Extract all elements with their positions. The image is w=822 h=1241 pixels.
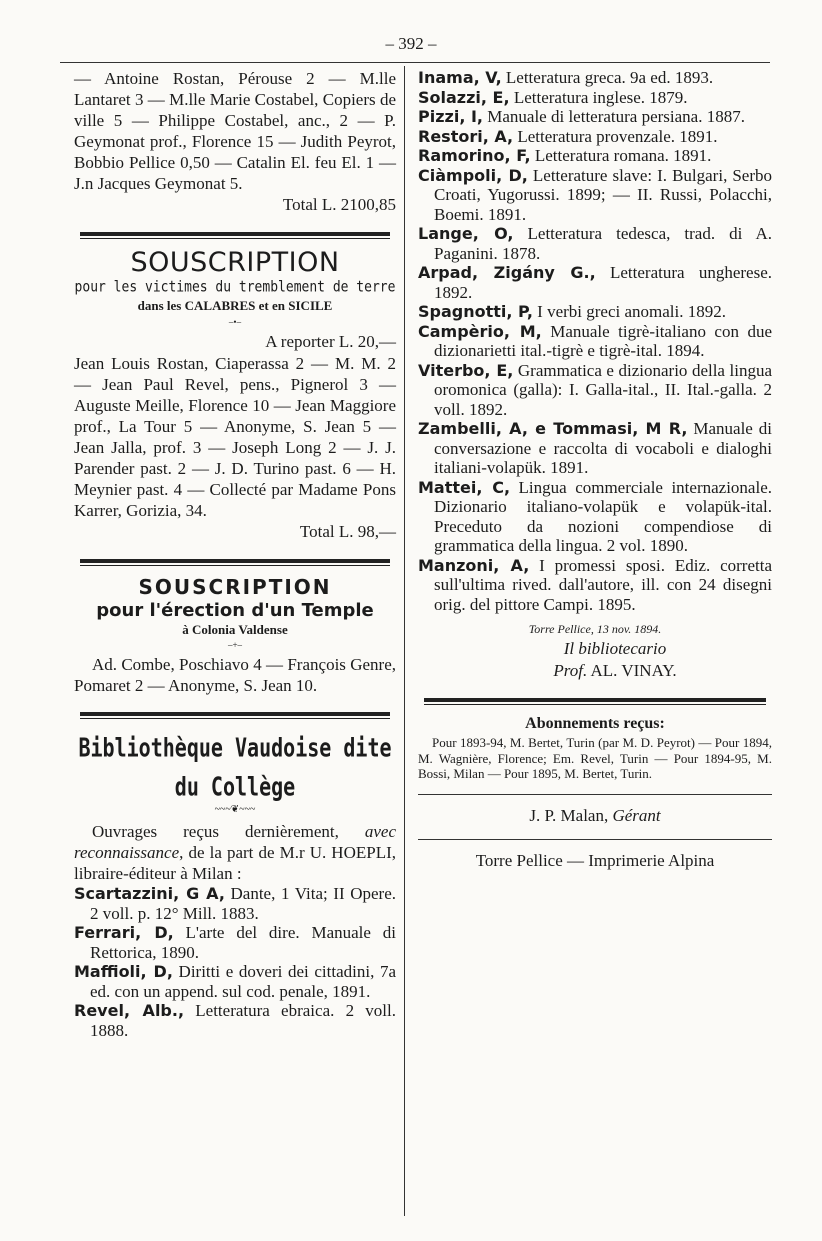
book-description: Letteratura greca. 9a ed. 1893. <box>501 68 714 87</box>
page-number: – 392 – <box>385 34 437 53</box>
flourish-ornament: ~~~❦~~~ <box>214 804 256 815</box>
book-author: Spagnotti, P, <box>418 302 533 321</box>
book-author: Ramorino, F, <box>418 146 531 165</box>
section-rule <box>80 559 390 566</box>
book-description: Dante, 1 Vita; II Opere. 2 voll. p. 12° Mill. 1883. <box>90 884 396 923</box>
signoff-place: Torre Pellice, 13 nov. 1894. <box>528 622 662 636</box>
book-entry <box>74 884 396 923</box>
donor-list: Jean Louis Rostan, Ciaperassa 2 — M. M. 2 — Jean Paul Revel, pens., Pignerol 3 — Auguste Meille, Florence 10 — Jean Maggiore prof., La Tour 5 — Anonyme, S. Jean 5 — Jean Jalla, prof. 3 — Joseph Long 2 — J. J. Parender past. 2 — J. D. Turino past. 6 — H. Meynier past. 4 — Collecté par Madame Pons Karrer, Gorizia, 34. <box>74 354 396 520</box>
souscription-calabres <box>74 247 396 543</box>
section-rule <box>80 232 390 239</box>
opening-total: Total L. 2100,85 <box>282 195 396 214</box>
book-entry <box>418 127 772 147</box>
book-author: Maffioli, D, <box>74 962 173 981</box>
bibliotheque-section <box>74 731 397 1040</box>
abonnements-title: Abonnements reçus: <box>525 715 665 732</box>
book-entry <box>418 88 772 108</box>
book-author: Viterbo, E, <box>418 360 514 380</box>
section-subtitle: pour les victimes du tremblement de terre <box>74 278 396 297</box>
section-subtitle-place: à Colonia Valdense <box>182 622 288 637</box>
book-entry <box>418 478 772 556</box>
bibliotheque-intro: Ouvrages reçus dernièrement, avec reconnaissance, de la part de M.r U. HOEPLI, libraire-éditeur à Milan : <box>74 822 396 883</box>
book-description: Diritti e doveri dei cittadini, 7a ed. con un append. sul cod. penale, 1891. <box>90 962 396 1001</box>
book-description: Letteratura inglese. 1879. <box>509 87 688 107</box>
book-list <box>418 68 772 614</box>
book-description: Letteratura tedesca, trad. di A. Paganini. 1878. <box>434 224 772 263</box>
book-description: Letteratura ungherese. 1892. <box>434 263 772 302</box>
footer-rule <box>418 839 772 840</box>
book-entry <box>418 166 772 225</box>
section-title: SOUSCRIPTION <box>130 247 340 278</box>
book-description: I verbi greci anomali. 1892. <box>532 302 726 321</box>
book-author: Solazzi, E, <box>418 87 510 107</box>
book-author: Campèrio, M, <box>418 321 542 341</box>
book-entry <box>418 224 772 263</box>
book-author: Restori, A, <box>418 126 514 146</box>
book-description: Manuale di conversazione e raccolta di vocaboli e dialoghi italiani-volapük. 1891. <box>434 419 772 477</box>
carry-forward: A reporter L. 20,— <box>265 332 396 351</box>
footer-rule <box>418 794 772 795</box>
top-rule <box>60 62 770 63</box>
book-entry <box>418 107 772 127</box>
book-author: Inama, V, <box>418 68 502 87</box>
section-total: Total L. 98,— <box>299 522 396 541</box>
book-entry <box>418 68 772 88</box>
book-description: Letteratura provenzale. 1891. <box>513 126 718 146</box>
book-entry <box>418 361 772 420</box>
ornament: –•– <box>228 317 242 327</box>
left-column <box>74 68 396 1040</box>
right-column <box>418 68 772 872</box>
book-entry <box>74 962 396 1001</box>
ornament: –+– <box>227 640 243 650</box>
book-description: Letteratura ebraica. 2 voll. 1888. <box>90 1001 397 1040</box>
book-author: Ferrari, D, <box>74 923 174 942</box>
printer-line: Torre Pellice — Imprimerie Alpina <box>475 850 715 870</box>
signoff-name: Prof. AL. VINAY. <box>553 661 677 680</box>
abonnements-body: Pour 1893-94, M. Bertet, Turin (par M. D. Peyrot) — Pour 1894, M. Wagnière, Florence; Em. Revel, Turin — Pour 1894-95, M. Bossi, Milan — Pour 1895, M. Bertet, Turin. <box>418 735 772 781</box>
book-entry <box>418 146 772 166</box>
book-description: Grammatica e dizionario della lingua oromonica (galla): I. Galla-ital., II. Ital.-galla. 2 voll. 1892. <box>434 360 772 419</box>
book-entry <box>418 302 772 322</box>
donor-list: Ad. Combe, Poschiavo 4 — François Genre, Pomaret 2 — Anonyme, S. Jean 10. <box>74 655 396 695</box>
book-author: Lange, O, <box>418 224 514 243</box>
book-entry <box>418 322 772 361</box>
book-description: Letteratura romana. 1891. <box>530 146 712 165</box>
book-author: Revel, Alb., <box>74 1001 185 1020</box>
book-description: Manuale tigrè-italiano con due dizionarietti ital.-tigrè e tigrè-ital. 1894. <box>434 321 772 360</box>
book-description: Letterature slave: I. Bulgari, Serbo Croati, Yugorussi. 1899; — II. Russi, Polacchi, Boemi. 1891. <box>434 165 772 224</box>
book-description: Manuale di letteratura persiana. 1887. <box>483 107 745 126</box>
book-author: Pizzi, I, <box>418 107 483 126</box>
book-description: L'arte del dire. Manuale di Rettorica, 1890. <box>90 923 397 962</box>
book-author: Scartazzini, G A, <box>74 884 225 903</box>
signoff-role: Il bibliotecario <box>563 639 667 658</box>
book-entry <box>74 923 396 962</box>
section-subtitle-place: dans les CALABRES et en SICILE <box>137 298 333 313</box>
book-entry <box>418 263 772 302</box>
book-author: Ciàmpoli, D, <box>418 165 528 185</box>
book-author: Mattei, C, <box>418 477 511 497</box>
book-entry <box>74 1001 396 1040</box>
section-subtitle: pour l'érection d'un Temple <box>96 600 374 621</box>
opening-paragraph: — Antoine Rostan, Pérouse 2 — M.lle Lantaret 3 — M.lle Marie Costabel, Copiers de ville 5 — Philippe Costabel, anc., 2 — P. Geymonat prof., Florence 15 — Judith Peyrot, Bobbio Pellice 0,50 — Catalin El. feu El. 1 — J.n Jacques Geymonat 5. <box>74 69 396 193</box>
gerant-line: J. P. Malan, Gérant <box>529 805 661 825</box>
book-author: Manzoni, A, <box>418 555 530 575</box>
book-description: Lingua commerciale internazionale. Dizionario italiano-volapük e volapük-ital. Preceduto da nozioni compendiose di grammatica della lingua. 2 vol. 1890. <box>434 477 772 555</box>
book-list <box>74 884 396 1040</box>
section-rule <box>80 712 390 719</box>
book-author: Zambelli, A, e Tommasi, M R, <box>418 419 688 438</box>
souscription-temple <box>74 574 396 696</box>
book-author: Arpad, Zigány G., <box>418 263 596 282</box>
section-rule <box>424 698 766 705</box>
column-divider <box>404 66 405 1216</box>
book-description: I promessi sposi. Ediz. corretta sull'ultima rived. dall'autore, ill. con 24 disegni orig. del pittore Campi. 1895. <box>434 555 772 614</box>
book-entry <box>418 556 772 615</box>
section-title: Bibliothèque Vaudoise dite du Collège <box>78 731 392 803</box>
section-title: SOUSCRIPTION <box>138 575 332 599</box>
book-entry <box>418 419 772 478</box>
